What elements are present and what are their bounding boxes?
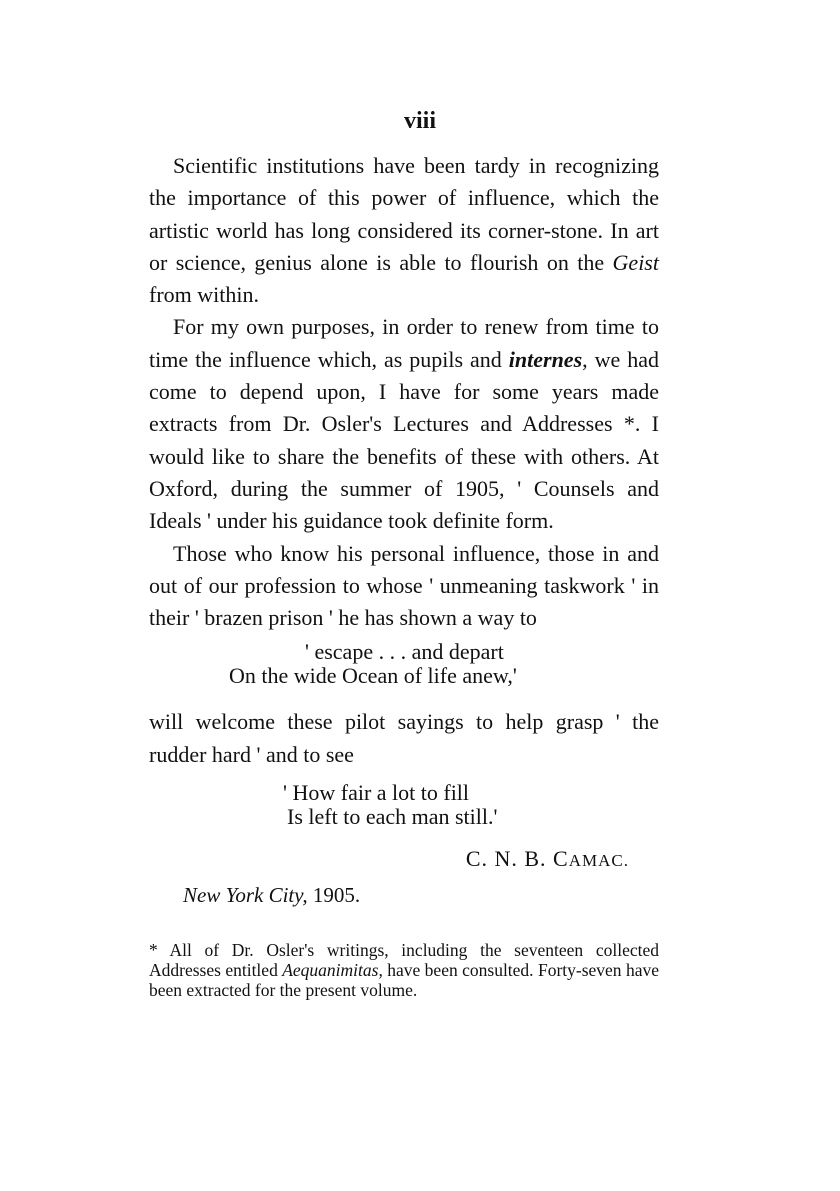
- page-number: viii: [403, 108, 436, 134]
- signature-surname: AMAC.: [568, 851, 629, 871]
- footnote: [149, 940, 659, 1000]
- body-text: [149, 150, 659, 1000]
- paragraph-2-text-a: For my own purposes, in order to renew from time to time the influence which, as pupils and: [149, 314, 659, 372]
- paragraph-1-text-a: Scientific institutions have been tardy in recognizing the importance of this power of influence, which the artistic world has long considered its corner-stone. In art or science, genius alone is able to flourish on the: [149, 153, 659, 275]
- author-signature: [149, 843, 659, 877]
- footnote-text-b: have been consulted. Forty-seven have been extracted for the present volume.: [149, 959, 659, 1000]
- dateline-place: New York City,: [183, 883, 308, 908]
- paragraph-1: [149, 150, 659, 311]
- paragraph-3: Those who know his personal influence, those in and out of our profession to whose ' unmeaning taskwork ' in their ' brazen prison ' he has shown a way to: [149, 540, 659, 631]
- footnote-title: Aequanimitas,: [282, 959, 383, 980]
- paragraph-2: [149, 311, 659, 537]
- paragraph-1-text-b: from within.: [149, 282, 259, 308]
- dateline-year: 1905.: [312, 883, 361, 908]
- verse-2-line-1: ' How fair a lot to fill: [283, 780, 470, 806]
- paragraph-2-text-b: , we had come to depend upon, I have for some years made extracts from Dr. Osler's Lectures and Addresses *. I would like to share the benefits of these with others. At Oxford, during the summer of 1905, ' Counsels and Ideals ' under his guidance took definite form.: [149, 346, 660, 534]
- verse-1-line-2: On the wide Ocean of life anew,': [229, 663, 517, 689]
- signature-initials: C. N. B. C: [465, 846, 569, 872]
- verse-quote-1: [149, 640, 659, 688]
- internes-term: internes: [508, 346, 583, 372]
- verse-quote-2: [149, 781, 659, 829]
- footnote-text-a: * All of Dr. Osler's writings, including the seventeen collected Addresses entitled: [149, 939, 659, 980]
- verse-1-line-1: ' escape . . . and depart: [305, 639, 504, 665]
- paragraph-4: will welcome these pilot sayings to help grasp ' the rudder hard ' and to see: [149, 709, 659, 767]
- verse-2-line-2: Is left to each man still.': [287, 804, 498, 830]
- geist-term: Geist: [612, 249, 659, 275]
- dateline: [149, 879, 659, 911]
